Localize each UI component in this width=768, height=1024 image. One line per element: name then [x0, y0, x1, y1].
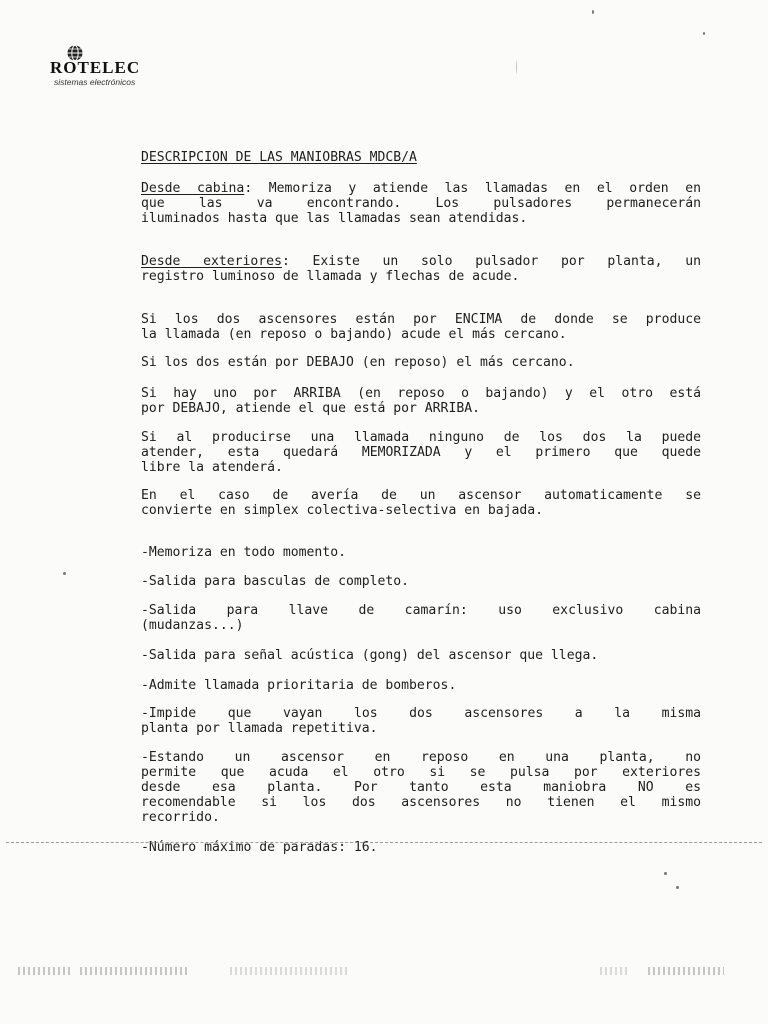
logo-name: ROTELEC: [50, 58, 141, 77]
scan-divider: [6, 842, 762, 843]
feature-line: recorrido.: [141, 810, 220, 825]
cabina-section: [141, 181, 701, 226]
logo-subtitle: sistemas electrónicos: [54, 77, 136, 87]
feature-line: desde esa planta. Por tanto esta maniobra NO es: [141, 780, 701, 795]
feature-item: [141, 678, 701, 693]
paragraph-line: Si al producirse una llamada ninguno de los dos la puede: [141, 430, 701, 445]
paragraph-line: Si los dos ascensores están por ENCIMA de donde se produce: [141, 312, 701, 327]
scan-speck: [703, 32, 705, 35]
feature-line: -Salida para llave de camarín: uso exclusivo cabina: [141, 603, 701, 618]
cabina-line: que las va encontrando. Los pulsadores permanecerán: [141, 196, 701, 211]
paragraph: [141, 430, 701, 475]
paragraph-line: En el caso de avería de un ascensor automaticamente se: [141, 488, 701, 503]
paragraph-line: Si hay uno por ARRIBA (en reposo o bajando) y el otro está: [141, 386, 701, 401]
feature-line: -Admite llamada prioritaria de bomberos.: [141, 678, 457, 693]
paragraph: [141, 355, 701, 370]
cabina-label: Desde cabina: [141, 181, 245, 196]
document-title-block: [141, 150, 701, 165]
feature-line: (mudanzas...): [141, 618, 244, 633]
feature-line: -Estando un ascensor en reposo en una planta, no: [141, 750, 701, 765]
scan-noise: [600, 967, 630, 975]
feature-item: [141, 750, 701, 825]
paragraph-line: libre la atenderá.: [141, 460, 283, 475]
feature-item: [141, 545, 701, 560]
feature-line: recomendable si los dos ascensores no tienen el mismo: [141, 795, 701, 810]
scan-speck: [516, 60, 517, 74]
feature-line: permite que acuda el otro si se pulsa por exteriores: [141, 765, 701, 780]
exteriores-line: registro luminoso de llamada y flechas de acude.: [141, 269, 520, 284]
scan-noise: [80, 967, 190, 975]
feature-line: -Memoriza en todo momento.: [141, 545, 346, 560]
feature-line: planta por llamada repetitiva.: [141, 721, 378, 736]
feature-line: -Número máximo de paradas: 16.: [141, 840, 378, 855]
feature-item: [141, 648, 701, 663]
feature-line: -Salida para basculas de completo.: [141, 574, 410, 589]
cabina-line: Desde cabina: Memoriza y atiende las llamadas en el orden en: [141, 181, 702, 196]
scan-speck: [592, 10, 594, 14]
paragraph: [141, 488, 701, 518]
exteriores-section: [141, 254, 701, 284]
exteriores-line: Desde exteriores: Existe un solo pulsador por planta, un: [141, 254, 701, 269]
feature-item: [141, 603, 701, 633]
scan-speck: [664, 872, 667, 875]
document-title: DESCRIPCION DE LAS MANIOBRAS MDCB/A: [141, 150, 417, 165]
cabina-line: iluminados hasta que las llamadas sean atendidas.: [141, 211, 528, 226]
paragraph: [141, 312, 701, 342]
scan-noise: [230, 967, 350, 975]
paragraph: [141, 386, 701, 416]
feature-line: -Impide que vayan los dos ascensores a la misma: [141, 706, 701, 721]
paragraph-line: Si los dos están por DEBAJO (en reposo) el más cercano.: [141, 355, 575, 370]
feature-line: -Salida para señal acústica (gong) del ascensor que llega.: [141, 648, 599, 663]
paragraph-line: atender, esta quedará MEMORIZADA y el primero que quede: [141, 445, 701, 460]
paragraph-line: convierte en simplex colectiva-selectiva en bajada.: [141, 503, 544, 518]
feature-item: [141, 706, 701, 736]
feature-item: [141, 574, 701, 589]
paragraph-line: por DEBAJO, atiende el que está por ARRIBA.: [141, 401, 480, 416]
paragraph-line: la llamada (en reposo o bajando) acude el más cercano.: [141, 327, 567, 342]
scan-noise: [18, 967, 70, 975]
scan-speck: [63, 572, 66, 575]
exteriores-label: Desde exteriores: [141, 254, 282, 269]
scan-noise: [648, 967, 724, 975]
scan-speck: [676, 886, 679, 889]
